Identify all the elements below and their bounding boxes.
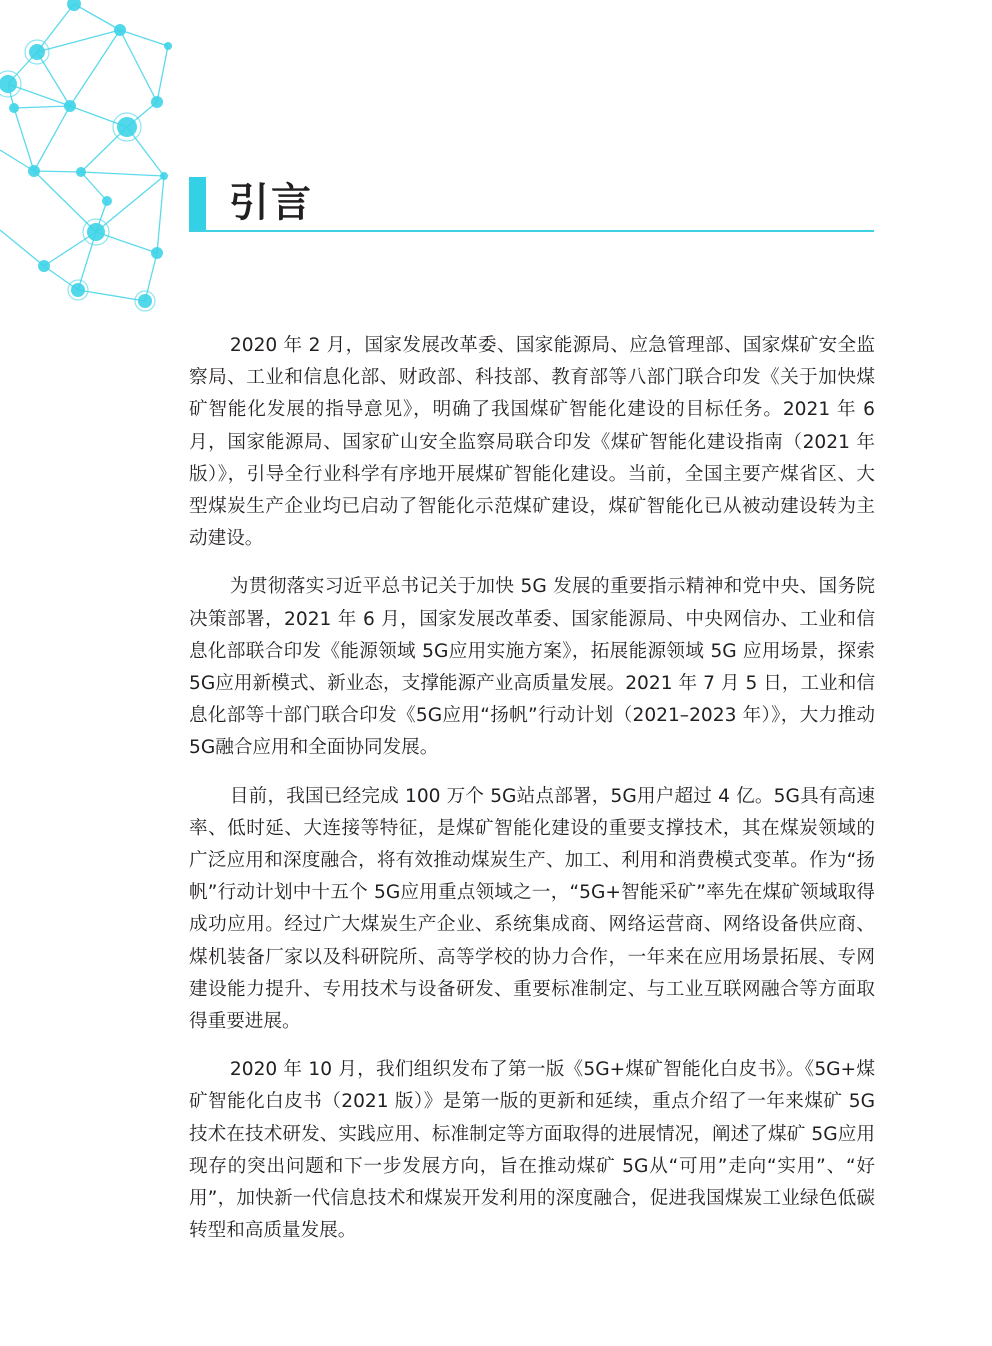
paragraph-3: 目前，我国已经完成 100 万个 5G站点部署，5G用户超过 4 亿。5G具有高速率、低时延、大连接等特征，是煤矿智能化建设的重要支撑技术，其在煤炭领域的广泛应用和深度融合，将有效推动煤炭生产、加工、利用和消费模式变革。作为“扬帆”行动计划中十五个 5G应用重点领域之一，“5G+智能采矿”率先在煤矿领域取得成功应用。经过广大煤炭生产企业、系统集成商、网络运营商、网络设备供应商、煤机装备厂家以及科研院所、高等学校的协力合作，一年来在应用场景拓展、专网建设能力提升、专用技术与设备研发、重要标准制定、与工业互联网融合等方面取得重要进展。	[189, 785, 875, 1033]
paragraph-1: 2020 年 2 月，国家发展改革委、国家能源局、应急管理部、国家煤矿安全监察局、工业和信息化部、财政部、科技部、教育部等八部门联合印发《关于加快煤矿智能化发展的指导意见》，明确了我国煤矿智能化建设的目标任务。2021 年 6 月，国家能源局、国家矿山安全监察局联合印发《煤矿智能化建设指南（2021 年版）》，引导全行业科学有序地开展煤矿智能化建设。当前，全国主要产煤省区、大型煤炭生产企业均已启动了智能化示范煤矿建设，煤矿智能化已从被动建设转为主动建设。	[189, 335, 875, 550]
paragraph-2: 为贯彻落实习近平总书记关于加快 5G 发展的重要指示精神和党中央、国务院决策部署，2021 年 6 月，国家发展改革委、国家能源局、中央网信办、工业和信息化部联合印发《能源领域 5G应用实施方案》，拓展能源领域 5G 应用场景，探索 5G应用新模式、新业态，支撑能源产业高质量发展。2021 年 7 月 5 日，工业和信息化部等十部门联合印发《5G应用“扬帆”行动计划（2021–2023 年）》，大力推动 5G融合应用和全面协同发展。	[189, 576, 875, 759]
body-text	[189, 330, 875, 1263]
network-decoration	[0, 0, 200, 330]
section-heading	[189, 177, 874, 232]
page-title: 引言	[229, 180, 313, 226]
heading-accent-bar	[189, 177, 206, 230]
paragraph-4: 2020 年 10 月，我们组织发布了第一版《5G+煤矿智能化白皮书》。《5G+煤矿智能化白皮书（2021 版）》是第一版的更新和延续，重点介绍了一年来煤矿 5G技术在技术研发、实践应用、标准制定等方面取得的进展情况，阐述了煤矿 5G应用现存的突出问题和下一步发展方向，旨在推动煤矿 5G从“可用”走向“实用”、“好用”，加快新一代信息技术和煤炭开发利用的深度融合，促进我国煤炭工业绿色低碳转型和高质量发展。	[189, 1059, 875, 1242]
